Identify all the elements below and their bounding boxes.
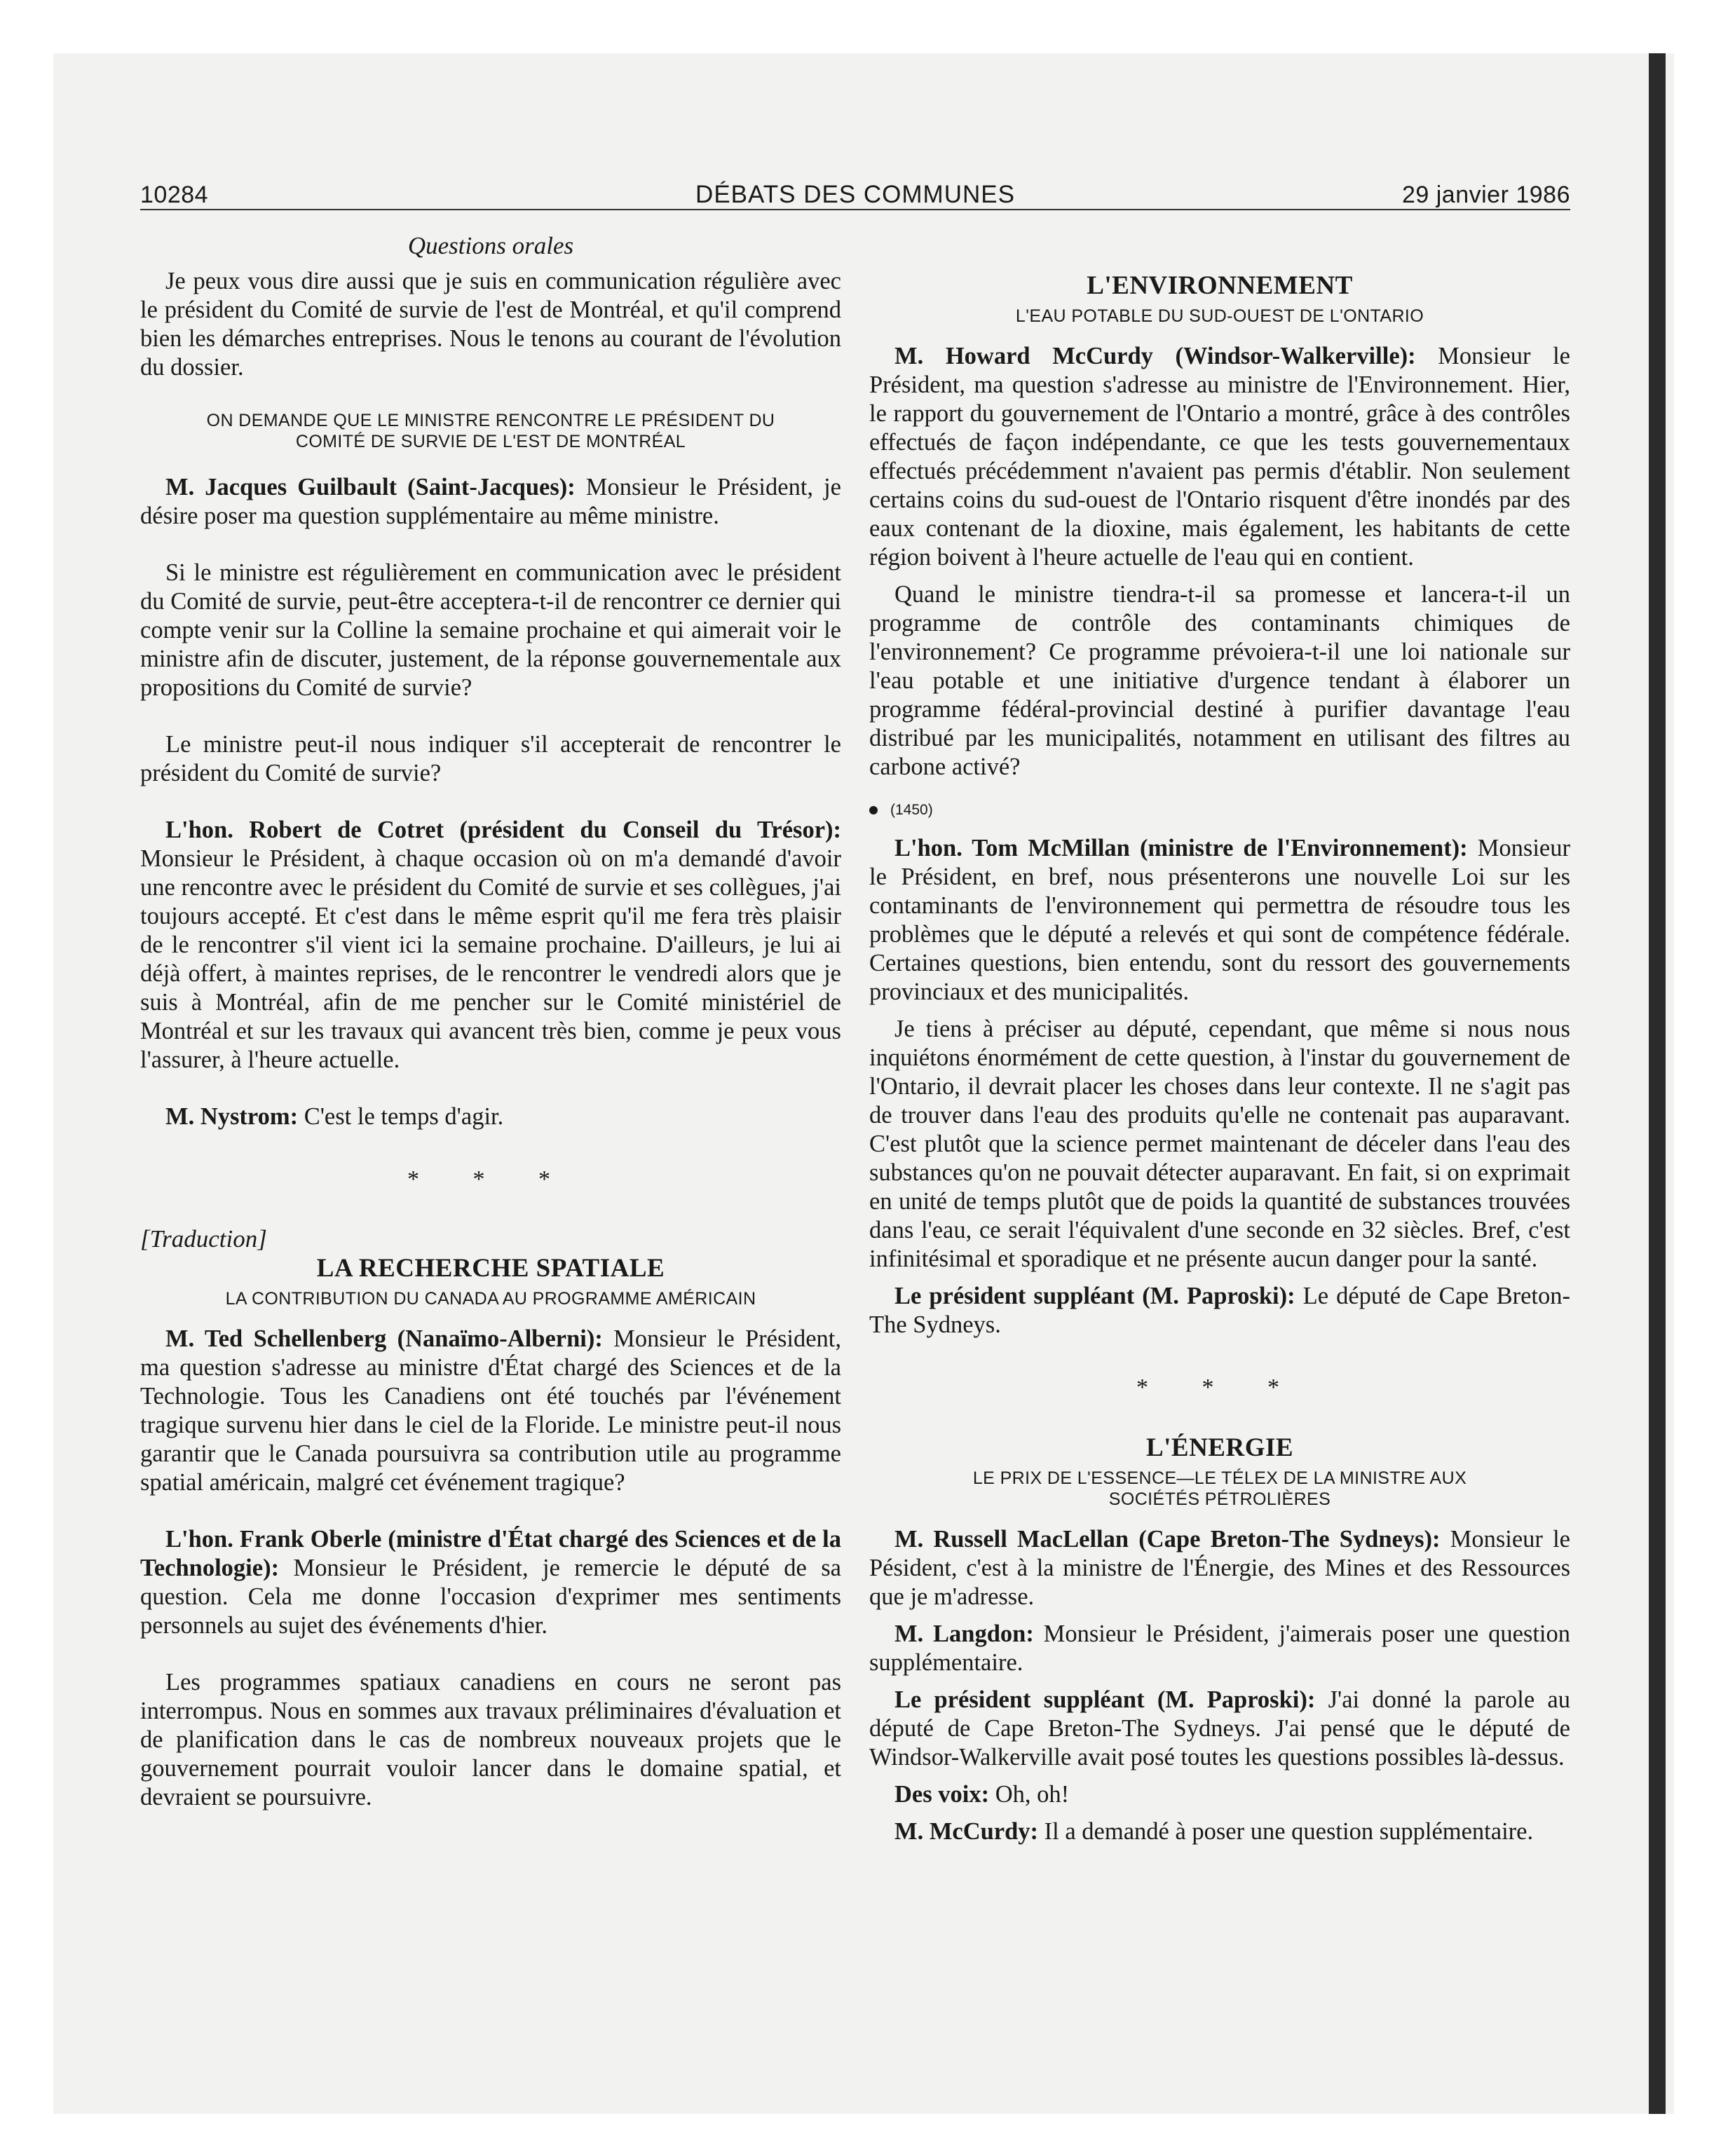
paragraph: Je tiens à préciser au député, cependant, que même si nous nous inquiétons énormément de cette question, à l'instar du gouvernement de l'Ontario, il devrait placer les choses dans leur contexte. Il ne s'agit pas de trouver dans l'eau des produits qu'elle ne contenait pas auparavant. C'est plutôt que la science permet maintenant de déceler dans l'eau des substances qu'on ne pouvait détecter auparavant. En fait, si on exprimait en unité de temps plutôt que de poids la quantité de substances trouvées dans l'eau, ce serait l'équivalent d'une seconde en 32 siècles. Bref, c'est infinitésimal et sporadique et ne présente aucun danger pour la santé.	[869, 1016, 1570, 1272]
speech-text: Monsieur le Président, je désire poser ma question supplémentaire au même ministre.	[140, 474, 841, 529]
speech	[140, 1325, 841, 1497]
section-separator: * * *	[1136, 1374, 1303, 1400]
speaker-name: M. Howard McCurdy (Windsor-Walkerville):	[894, 343, 1416, 369]
publication-title: DÉBATS DES COMMUNES	[695, 181, 1015, 208]
speech-text: Monsieur le Président, à chaque occasion où on m'a demandé d'avoir une rencontre avec le président du Comité de survie et ses collègues, j'ai toujours accepté. Et c'est dans le même esprit qu'il me fera très plaisir de le rencontrer s'il vient ici la semaine prochaine. D'ailleurs, je lui ai déjà offert, à maintes reprises, de le rencontrer le vendredi alors que je suis à Montréal, afin de me pencher sur le Comité ministériel de Montréal et sur les travaux qui avancent très bien, comme je peux vous l'assurer, à l'heure actuelle.	[140, 845, 841, 1073]
speaker-name: M. McCurdy:	[894, 1818, 1039, 1845]
paragraph: Les programmes spatiaux canadiens en cours ne seront pas interrompus. Nous en sommes aux travaux préliminaires d'évaluation et de planification dans le cas de nombreux nouveaux projets que le gouvernement pourrait vouloir lancer dans le domaine spatial, et devraient se poursuivre.	[140, 1669, 841, 1810]
translation-marker: [Traduction]	[140, 1225, 267, 1253]
right-column	[869, 271, 1570, 1846]
speech-text: Monsieur le Président, j'aimerais poser une question supplémentaire.	[869, 1621, 1570, 1676]
subheading-line: SOCIÉTÉS PÉTROLIÈRES	[1108, 1489, 1331, 1509]
paragraph: Je peux vous dire aussi que je suis en communication régulière avec le président du Comité de survie de l'est de Montréal, et qu'il comprend bien les démarches entreprises. Nous le tenons au courant de l'évolution du dossier.	[140, 268, 841, 381]
subheading: LA CONTRIBUTION DU CANADA AU PROGRAMME AMÉRICAIN	[225, 1289, 756, 1309]
speech	[140, 1103, 841, 1131]
subheading-line: COMITÉ DE SURVIE DE L'EST DE MONTRÉAL	[295, 432, 686, 451]
speech	[869, 1525, 1570, 1611]
speech-text: Monsieur le Pésident, c'est à la ministre de l'Énergie, des Mines et des Ressources que je m'adresse.	[869, 1526, 1570, 1610]
section-heading: LA RECHERCHE SPATIALE	[316, 1254, 665, 1283]
section-heading: L'ENVIRONNEMENT	[1087, 271, 1353, 300]
subheading: L'EAU POTABLE DU SUD-OUEST DE L'ONTARIO	[1015, 306, 1424, 326]
speech-text: Le député de Cape Breton-The Sydneys.	[869, 1283, 1570, 1338]
time-stamp: (1450)	[890, 802, 933, 818]
subheading	[869, 1468, 1570, 1510]
paragraph: Quand le ministre tiendra-t-il sa promesse et lancera-t-il un programme de contrôle des contaminants chimiques de l'environnement? Ce programme prévoiera-t-il une loi nationale sur l'eau potable et une initiative d'urgence tendant à élaborer un programme fédéral-provincial destiné à purifier davantage l'eau distribué par les municipalités, notamment en utilisant des filtres au carbone activé?	[869, 581, 1570, 780]
subheading-line: LE PRIX DE L'ESSENCE—LE TÉLEX DE LA MINISTRE AUX	[972, 1468, 1467, 1488]
speaker-name: M. Jacques Guilbault (Saint-Jacques):	[165, 474, 576, 500]
speaker-name: Des voix:	[894, 1781, 990, 1808]
speech	[869, 342, 1570, 572]
speech	[869, 1620, 1570, 1677]
speaker-name: M. Russell MacLellan (Cape Breton-The Sydneys):	[894, 1526, 1441, 1553]
section-heading: L'ÉNERGIE	[1145, 1433, 1294, 1462]
speaker-name: Le président suppléant (M. Paproski):	[894, 1686, 1316, 1713]
speaker-name: L'hon. Tom McMillan (ministre de l'Environnement):	[894, 835, 1468, 861]
speech-text: Monsieur le Président, ma question s'adresse au ministre d'État chargé des Sciences et de la Technologie. Tous les Canadiens ont été touchés par l'événement tragique survenu hier dans le ciel de la Floride. Le ministre peut-il nous garantir que le Canada poursuivra sa contribution utile au programme spatial américain, malgré cet événement tragique?	[140, 1325, 841, 1496]
page-number: 10284	[140, 182, 209, 208]
page-header	[140, 181, 1570, 210]
speech	[140, 1525, 841, 1640]
paragraph: Le ministre peut-il nous indiquer s'il accepterait de rencontrer le président du Comité de survie?	[140, 731, 841, 786]
time-marker	[869, 796, 1570, 824]
speaker-name: Le président suppléant (M. Paproski):	[894, 1283, 1295, 1309]
binding-edge	[1649, 53, 1666, 2114]
speech-text: C'est le temps d'agir.	[298, 1103, 504, 1130]
speaker-name: M. Langdon:	[894, 1621, 1034, 1647]
speech	[869, 1686, 1570, 1772]
speaker-name: M. Nystrom:	[165, 1103, 299, 1130]
speech	[869, 1780, 1570, 1809]
speaker-name: M. Ted Schellenberg (Nanaïmo-Alberni):	[165, 1325, 603, 1352]
speech	[140, 816, 841, 1074]
speech-text: Il a demandé à poser une question supplémentaire.	[1038, 1818, 1534, 1845]
speaker-name: L'hon. Frank Oberle (ministre d'État chargé des Sciences et de la Technologie):	[140, 1526, 841, 1581]
paragraph: Si le ministre est régulièrement en communication avec le président du Comité de survie, peut-être acceptera-t-il de rencontrer ce dernier qui compte venir sur la Colline la semaine prochaine et qui aimerait voir le ministre afin de discuter, justement, de la réponse gouvernementale aux propositions du Comité de survie?	[140, 559, 841, 701]
running-head: Questions orales	[407, 232, 574, 259]
speaker-name: L'hon. Robert de Cotret (président du Conseil du Trésor):	[165, 817, 841, 843]
speech	[869, 834, 1570, 1007]
section-separator: * * *	[407, 1166, 574, 1192]
speech-text: Oh, oh!	[989, 1781, 1070, 1808]
speech	[140, 473, 841, 531]
speech	[869, 1282, 1570, 1339]
subheading	[140, 410, 841, 452]
speech-text: J'ai donné la parole au député de Cape Breton-The Sydneys. J'ai pensé que le député de Windsor-Walkerville avait posé toutes les questions possibles là-dessus.	[869, 1686, 1570, 1770]
speech-text: Monsieur le Président, je remercie le député de sa question. Cela me donne l'occasion d'exprimer mes sentiments personnels au sujet des événements d'hier.	[140, 1555, 841, 1639]
subheading-line: ON DEMANDE QUE LE MINISTRE RENCONTRE LE PRÉSIDENT DU	[206, 411, 775, 430]
bullet-icon	[869, 806, 878, 814]
speech	[869, 1817, 1570, 1846]
speech-text: Monsieur le Président, en bref, nous présenterons une nouvelle Loi sur les contaminants de l'environnement qui permettra de résoudre tous les problèmes que le député a relevés et qui sont de compétence fédérale. Certaines questions, bien entendu, sont du ressort des gouvernements provinciaux et des municipalités.	[869, 835, 1570, 1005]
page-date: 29 janvier 1986	[1401, 182, 1570, 208]
left-column	[140, 231, 841, 1812]
speech-text: Monsieur le Président, ma question s'adresse au ministre de l'Environnement. Hier, le rapport du gouvernement de l'Ontario a montré, grâce à des contrôles effectués de façon indépendante, ce que les tests gouvernementaux effectués précédemment n'avaient pas permis d'établir. Non seulement certains coins du sud-ouest de l'Ontario risquent d'être inondés par des eaux contenant de la dioxine, mais également, les habitants de cette région boivent à l'heure actuelle de l'eau qui en contient.	[869, 343, 1570, 571]
